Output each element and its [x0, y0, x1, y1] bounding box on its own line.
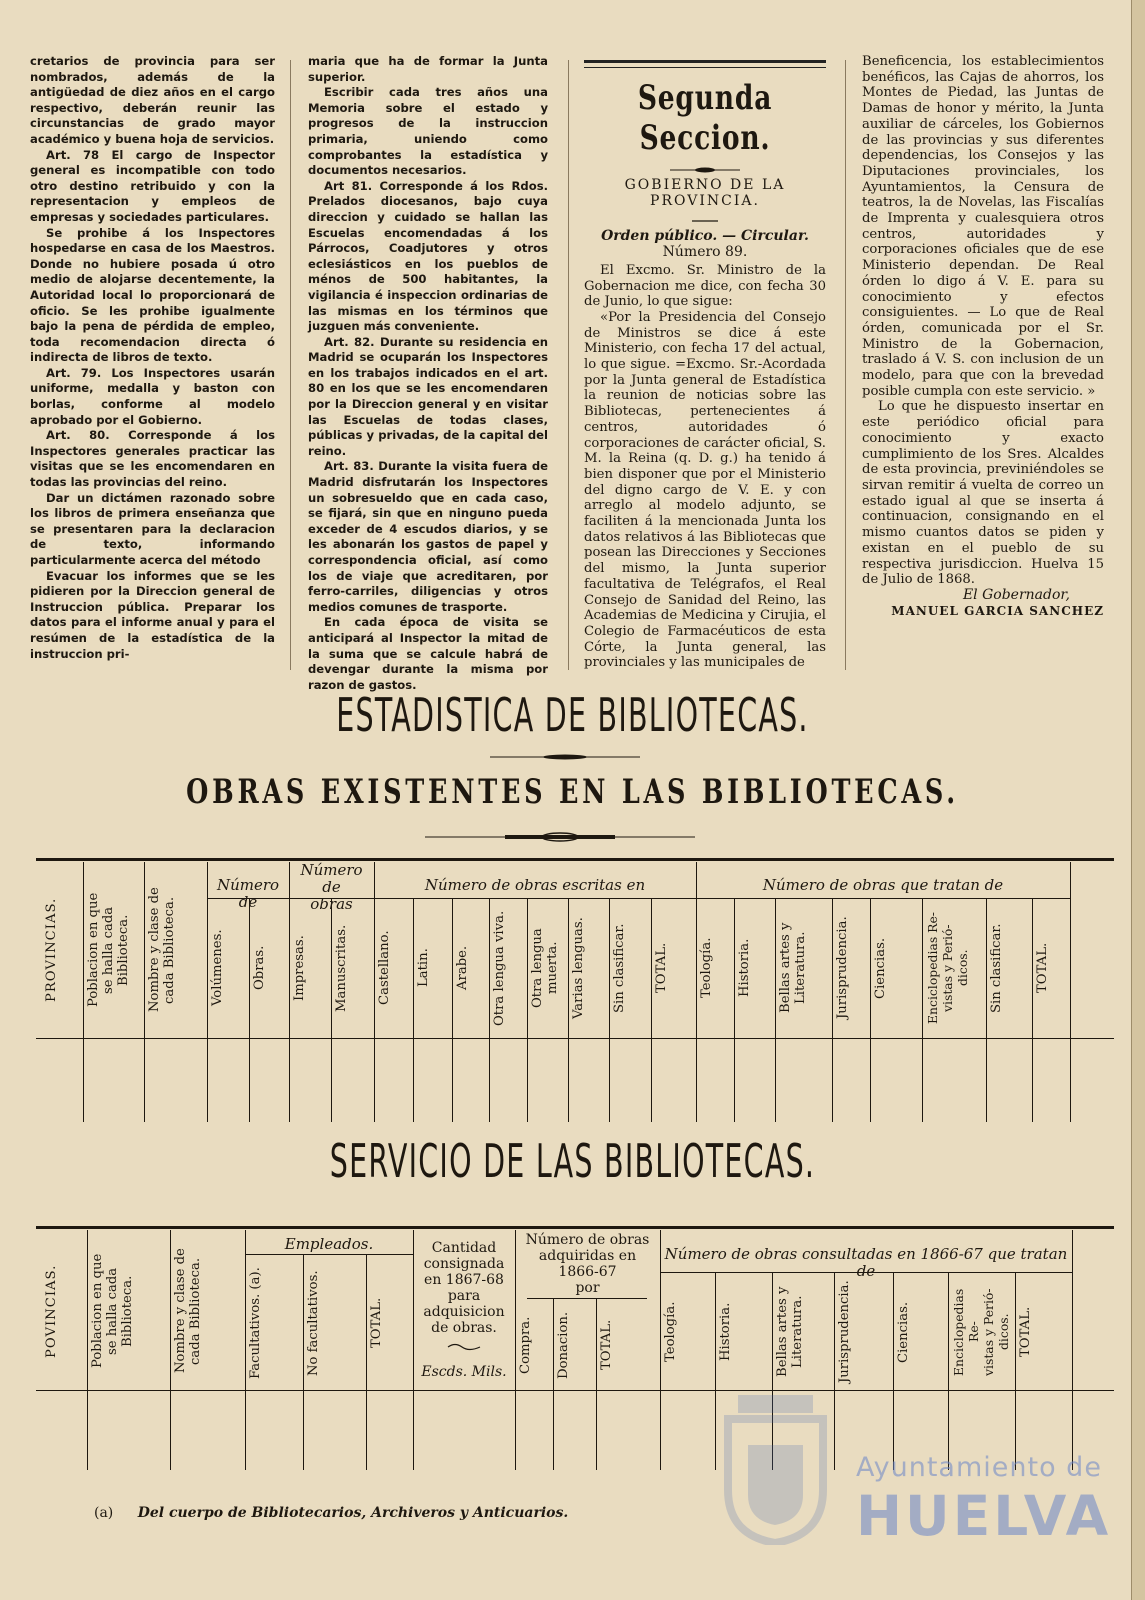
- column-line: [609, 898, 610, 1122]
- column-line: [1032, 898, 1033, 1122]
- column-line: [596, 1298, 597, 1470]
- obras-title: OBRAS EXISTENTES EN LAS BIBLIOTECAS.: [186, 772, 959, 812]
- header-facultativos: Facultativos. (a).: [248, 1267, 263, 1379]
- servicio-title: SERVICIO DE LAS BIBLIOTECAS.: [329, 1134, 816, 1188]
- ornament-icon: [670, 166, 740, 174]
- header-impresas: Impresas.: [292, 935, 307, 1001]
- header-sin-clasificar-2: Sin clasificar.: [989, 923, 1004, 1013]
- header-bellas-artes: Bellas artes y Literatura.: [778, 922, 808, 1014]
- paragraph: El Excmo. Sr. Ministro de la Gobernacion me dice, con fecha 30 de Junio, lo que sigue:: [584, 262, 826, 310]
- header-total: TOTAL.: [369, 1297, 384, 1349]
- header-jurisprudencia: Jurisprudencia.: [837, 1280, 852, 1384]
- group-escritas: Número de obras escritas en: [424, 876, 646, 894]
- group-numero-de: Número de: [216, 876, 280, 911]
- ornament-icon: [425, 830, 695, 844]
- watermark-line-2: HUELVA: [856, 1484, 1112, 1548]
- header-compra: Compra.: [518, 1316, 533, 1374]
- paragraph: «Por la Presidencia del Consejo de Ministros se dice á este Ministerio, con fecha 17 del actual, lo que sigue. =Excmo. Sr.-Acordada por la Junta general de Estadística la reunion de noticias sobre las Bibliotecas, pertenecientes á centros, autoridades ó corporaciones de carácter oficial, S. M. la Reina (q. D. g.) ha tenido á bien disponer que por el Ministerio del digno cargo de V. E. y con arreglo al modelo adjunto, se faciliten á la mencionada Junta los datos relativos á las Bibliotecas que posean las Direcciones y Secciones del mismo, la Junta superior facultativa de Telégrafos, el Real Consejo de Sanidad del Reino, las Academias de Medicina y Cirujia, el Colegio de Farmacéuticos de esta Córte, la Junta general, las provinciales y las municipales de: [584, 309, 826, 671]
- column-line: [1015, 1272, 1016, 1470]
- group-tratan: Número de obras que tratan de: [762, 876, 1004, 894]
- section-subheading: GOBIERNO DE LA PROVINCIA.: [624, 177, 786, 209]
- column-line: [413, 898, 414, 1122]
- column-line: [775, 898, 776, 1122]
- header-otra-muerta: Otra lengua muerta.: [530, 928, 560, 1008]
- footnote-mark: (a): [94, 1505, 114, 1521]
- column-1: [30, 54, 275, 662]
- column-line: [331, 898, 332, 1122]
- header-sin-clasificar: Sin clasificar.: [612, 923, 627, 1013]
- column-line: [834, 1272, 835, 1470]
- header-poblacion: Poblacion en que se halla cada Biblioteca.: [90, 1253, 135, 1369]
- header-obras: Obras.: [252, 945, 267, 991]
- column-2: [308, 54, 548, 693]
- column-line: [568, 898, 569, 1122]
- paragraph: Art 81. Corresponde á los Rdos. Prelados diocesanos, bajo cuya direccion y cuidado se hallan las Escuelas encomendadas á los Párrocos, Coadjutores y otros eclesiásticos en los pueblos de ménos de 500 habitantes, la vigilancia é inspeccion ordinarias de las mismas en los términos que juzguen más conveniente.: [308, 178, 548, 334]
- double-rule: [584, 60, 826, 68]
- column-line: [527, 898, 528, 1122]
- main-title: ESTADISTICA DE BIBLIOTECAS.: [336, 688, 809, 742]
- header-nombre: Nombre y clase de cada Biblioteca.: [147, 887, 177, 1013]
- paragraph: En cada época de visita se anticipará al Inspector la mitad de la suma que se calcule habrá de devengar durante la misma por razon de gastos.: [308, 615, 548, 692]
- group-rule: [374, 898, 696, 899]
- header-historia: Historia.: [718, 1302, 733, 1362]
- column-line: [553, 1298, 554, 1470]
- header-poblacion: Poblacion en que se halla cada Biblioteca.: [86, 892, 131, 1008]
- column-line: [1070, 862, 1071, 1122]
- column-4: [862, 54, 1104, 619]
- numero-heading: Número 89.: [662, 244, 748, 261]
- column-line: [245, 1230, 246, 1470]
- group-rule: [245, 1254, 413, 1255]
- column-divider: [845, 60, 846, 670]
- signature-title: El Gobernador,: [962, 586, 1070, 603]
- header-latin: Latin.: [416, 948, 431, 988]
- header-ciencias: Ciencias.: [873, 937, 888, 999]
- paragraph: Se prohibe á los Inspectores hospedarse en casa de los Maestros. Donde no hubiere posada ú otro medio de alojarse decentemente, la Autoridad local lo proporcionará de oficio. Se les prohibe igualmente bajo la pena de pérdida de empleo, toda recomendacion directa ó indirecta de libros de texto.: [30, 225, 275, 365]
- paragraph: Art. 79. Los Inspectores usarán uniforme, medalla y baston con borlas, conforme al modelo aprobado por el Gobierno.: [30, 365, 275, 427]
- header-bellas-artes: Bellas artes y Literatura.: [775, 1286, 805, 1378]
- header-castellano: Castellano.: [377, 930, 392, 1006]
- column-line: [144, 862, 145, 1122]
- column-3: [584, 54, 826, 671]
- group-adquiridas: Número de obras adquiridas en 1866-67 por: [525, 1232, 650, 1296]
- column-line: [489, 898, 490, 1122]
- column-line: [83, 862, 84, 1122]
- table-obras-top-rule: [36, 858, 1114, 861]
- paragraph: cretarios de provincia para ser nombrados, además de la antigüedad de diez años en el cargo respectivo, deberán reunir las circunstancias de grado mayor académico y buena hoja de servicios.: [30, 54, 275, 146]
- column-line: [87, 1230, 88, 1470]
- header-total: TOTAL.: [654, 942, 669, 994]
- paragraph: Art. 78 El cargo de Inspector general es incompatible con todo otro destino retribuido y con la representacion y empleos de empresas y sociedades particulares.: [30, 147, 275, 224]
- signature-name: MANUEL GARCIA SANCHEZ: [891, 603, 1104, 618]
- table-servicio-top-rule: [36, 1226, 1114, 1229]
- header-enciclopedias: Enciclopedias Re- vistas y Perió- dicos.: [951, 1288, 1011, 1376]
- header-cantidad: Cantidad consignada en 1867-68 para adquisicion de obras.: [423, 1240, 505, 1336]
- header-volumenes: Volúmenes.: [210, 929, 225, 1007]
- group-consultadas: Número de obras consultadas en 1866-67 que tratan de: [664, 1245, 1068, 1280]
- header-total-c: TOTAL.: [1018, 1306, 1033, 1358]
- paragraph: maria que ha de formar la Junta superior.: [308, 54, 548, 84]
- header-total-2: TOTAL.: [1035, 942, 1050, 994]
- group-rule: [527, 1298, 647, 1299]
- column-line: [734, 898, 735, 1122]
- column-line: [696, 862, 697, 1122]
- footnote: [94, 1505, 568, 1521]
- header-provincias: PROVINCIAS.: [44, 897, 59, 1003]
- column-line: [651, 898, 652, 1122]
- page-edge: [1131, 0, 1145, 1600]
- header-teologia: Teología.: [663, 1301, 678, 1363]
- group-empleados: Empleados.: [284, 1235, 374, 1253]
- header-no-facultativos: No facultativos.: [306, 1270, 321, 1376]
- paragraph: Escribir cada tres años una Memoria sobre el estado y progresos de la instruccion primaria, uniendo como comprobantes la estadística y documentos necesarios.: [308, 85, 548, 178]
- column-line: [715, 1272, 716, 1470]
- footnote-text: Del cuerpo de Bibliotecarios, Archiveros y Anticuarios.: [137, 1505, 569, 1521]
- orden-heading: Orden público. — Circular.: [601, 228, 809, 245]
- header-otra-viva: Otra lengua viva.: [492, 910, 507, 1026]
- section-title: Segunda Seccion.: [637, 78, 773, 158]
- table-servicio-header-rule: [36, 1390, 1114, 1391]
- paragraph: Evacuar los informes que se les pidieren por la Direccion general de Instruccion pública. Preparar los datos para el informe anual y para el resúmen de la estadística de la instruccion pri-: [30, 568, 275, 661]
- paragraph: Art. 82. Durante su residencia en Madrid se ocuparán los Inspectores en los trabajos indicados en el art. 80 en los que se les encomendaren por la Direccion general y en visitar las Escuelas de todas clases, públicas y privadas, de la capital del reino.: [308, 334, 548, 458]
- watermark-line-1: Ayuntamiento de: [856, 1452, 1102, 1483]
- short-rule-icon: [692, 219, 718, 223]
- group-rule: [696, 898, 1070, 899]
- header-jurisprudencia: Jurisprudencia.: [835, 916, 850, 1020]
- header-total-b: TOTAL.: [599, 1319, 614, 1371]
- header-enciclopedias: Enciclopedias Re- vistas y Perió- dicos.: [925, 912, 970, 1024]
- header-nombre: Nombre y clase de cada Biblioteca.: [173, 1248, 203, 1374]
- column-line: [948, 1272, 949, 1470]
- header-varias: Varias lenguas.: [571, 917, 586, 1019]
- column-line: [170, 1230, 171, 1470]
- column-divider: [290, 60, 291, 670]
- paragraph: Art. 83. Durante la visita fuera de Madrid disfrutarán los Inspectores un sobresueldo que en cada caso, se fijará, sin que en ninguno pueda exceder de 4 escudos diarios, y se les abonarán los gastos de papel y correspondencia oficial, así como los de viaje que acreditaren, por ferro-carriles, diligencias y otros medios comunes de trasporte.: [308, 459, 548, 614]
- table-obras-header-rule: [36, 1038, 1114, 1039]
- paragraph: Lo que he dispuesto insertar en este periódico oficial para conocimiento y exacto cumplimiento de los Sres. Alcaldes de esta provincia, previniéndoles se sirvan remitir á vuelta de correo un estado igual al que se inserta á continuacion, consignando en el mismo cuantos datos se piden y existan en el pueblo de su respectiva jurisdiccion. Huelva 15 de Julio de 1868.: [862, 399, 1104, 588]
- header-manuscritas: Manuscritas.: [334, 924, 349, 1012]
- paragraph: Art. 80. Corresponde á los Inspectores generales practicar las visitas que se les encomendaren en todas las provincias del reino.: [30, 428, 275, 490]
- column-line: [832, 898, 833, 1122]
- header-escds-mils: Escds. Mils.: [421, 1364, 507, 1380]
- header-provincias: POVINCIAS.: [44, 1264, 59, 1358]
- header-donacion: Donacion.: [556, 1311, 571, 1379]
- column-line: [922, 898, 923, 1122]
- header-historia: Historia.: [737, 938, 752, 998]
- ornament-icon: [446, 1342, 482, 1352]
- column-line: [893, 1272, 894, 1470]
- group-numero-obras: Número de obras: [300, 861, 363, 913]
- column-line: [1072, 1230, 1073, 1470]
- column-line: [452, 898, 453, 1122]
- header-ciencias: Ciencias.: [896, 1301, 911, 1363]
- column-line: [870, 898, 871, 1122]
- ornament-icon: [490, 752, 640, 762]
- header-teologia: Teología.: [699, 937, 714, 999]
- column-divider: [568, 60, 569, 670]
- column-line: [366, 1254, 367, 1470]
- paragraph: Dar un dictámen razonado sobre los libros de primera enseñanza que se presentaren para la declaracion de texto, informando particularmente acerca del método: [30, 490, 275, 567]
- paragraph: Beneficencia, los establecimientos benéficos, las Cajas de ahorros, los Montes de Piedad, las Juntas de Damas de honor y mérito, la Junta auxiliar de cárceles, los Gobiernos de las provincias y sus diferentes dependencias, los Consejos y las Diputaciones provinciales, los Ayuntamientos, la Censura de teatros, la de Novelas, las Fiscalías de Imprenta y cualesquiera otros centros, autoridades y corporaciones oficiales que de ese Ministerio dependan. De Real órden lo digo á V. E. para su conocimiento y efectos consiguientes. — Lo que de Real órden, comunicada por el Sr. Ministro de la Gobernacion, traslado á V. S. con inclusion de un modelo, para que con la brevedad posible cumpla con este servicio. »: [862, 54, 1104, 399]
- column-line: [303, 1254, 304, 1470]
- column-line: [986, 898, 987, 1122]
- city-seal-icon: [718, 1385, 833, 1545]
- header-arabe: Arabe.: [455, 945, 470, 991]
- column-line: [374, 862, 375, 1122]
- column-line: [249, 898, 250, 1122]
